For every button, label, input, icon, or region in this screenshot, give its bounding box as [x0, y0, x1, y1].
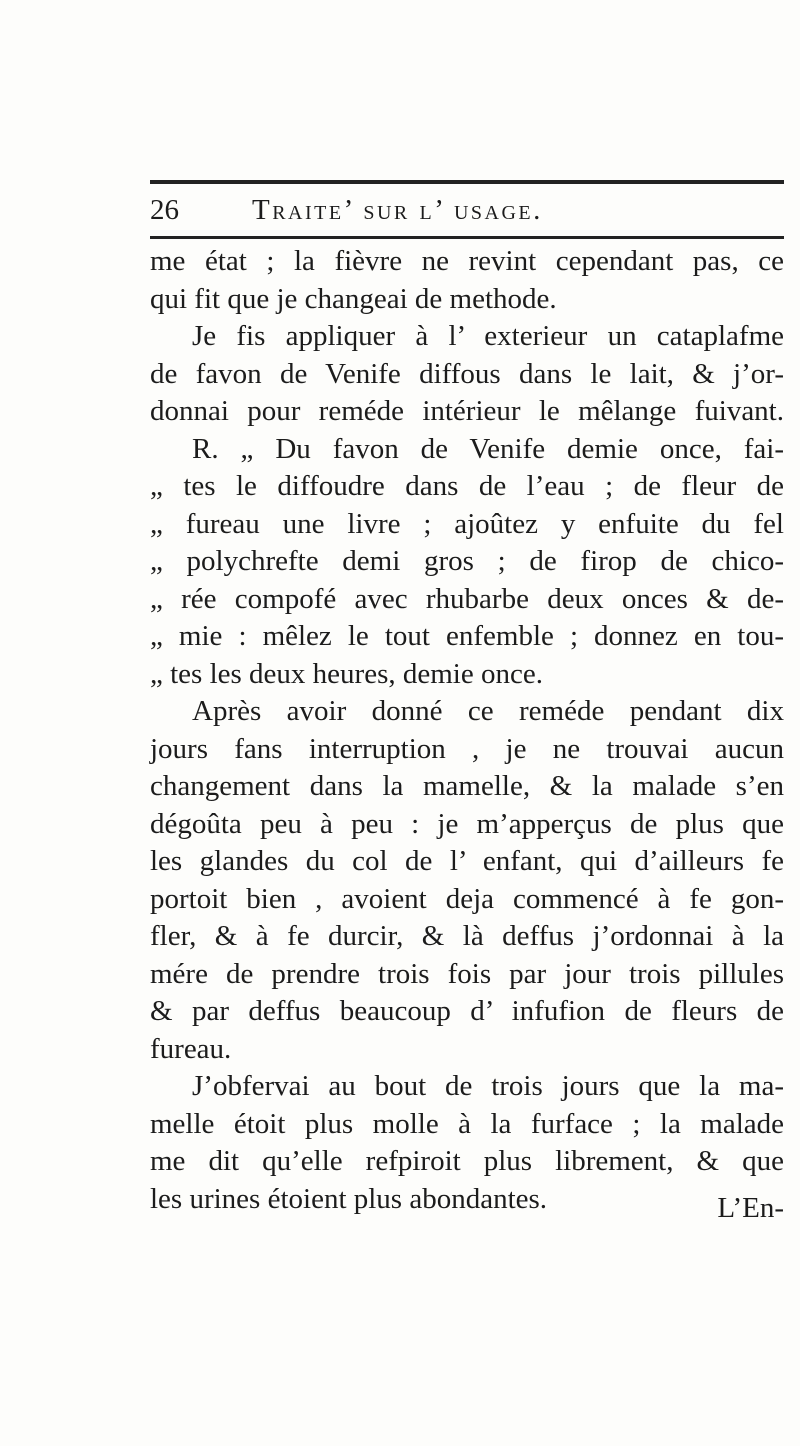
- text-line: „ fureau une livre ; ajoûtez y enfuite du fel: [150, 507, 784, 540]
- text-line: „ polychrefte demi gros ; de firop de chico-: [150, 545, 784, 577]
- catchword: L’En-: [717, 1192, 784, 1224]
- text-line: de favon de Venife diffous dans le lait, & j’or-: [150, 357, 784, 390]
- text-line: R. „ Du favon de Venife demie once, fai-: [192, 432, 784, 465]
- text-line: dégoûta peu à peu : je m’apperçus de plus que: [150, 807, 784, 840]
- text-line: Après avoir donné ce reméde pendant dix: [192, 695, 784, 727]
- text-line: les glandes du col de l’ enfant, qui d’ailleurs fe: [150, 845, 784, 877]
- text-line: „ rée compofé avec rhubarbe deux onces & de-: [150, 582, 784, 615]
- text-line: portoit bien , avoient deja commencé à fe gon-: [150, 882, 784, 915]
- text-line: qui fit que je changeai de methode.: [150, 282, 557, 315]
- text-line: changement dans la mamelle, & la malade s’en: [150, 770, 784, 802]
- text-line: mére de prendre trois fois par jour trois pillules: [150, 957, 784, 990]
- head-rule: [150, 236, 784, 239]
- text-line: donnai pour reméde intérieur le mêlange fuivant.: [150, 395, 784, 427]
- text-line: melle étoit plus molle à la furface ; la malade: [150, 1107, 784, 1140]
- running-head: [150, 188, 784, 232]
- text-line: & par deffus beaucoup d’ infufion de fleurs de: [150, 995, 784, 1027]
- text-line: les urines étoient plus abondantes.: [150, 1182, 548, 1215]
- text-line: „ mie : mêlez le tout enfemble ; donnez en tou-: [150, 620, 784, 652]
- text-line: fler, & à fe durcir, & là deffus j’ordonnai à la: [150, 920, 784, 952]
- text-line: fureau.: [150, 1032, 232, 1065]
- top-rule: [150, 180, 784, 184]
- running-title: Traite’ sur l’ usage.: [252, 194, 543, 226]
- text-line: me dit qu’elle refpiroit plus librement, & que: [150, 1145, 784, 1177]
- text-line: Je fis appliquer à l’ exterieur un cataplafme: [192, 320, 784, 352]
- text-line: me état ; la fièvre ne revint cependant pas, ce: [150, 245, 784, 277]
- text-line: „ tes les deux heures, demie once.: [150, 657, 543, 690]
- body-text: [150, 243, 784, 1218]
- text-line: J’obfervai au bout de trois jours que la ma-: [192, 1070, 784, 1102]
- page-number: 26: [150, 194, 179, 226]
- text-line: jours fans interruption , je ne trouvai aucun: [150, 732, 784, 765]
- text-line: „ tes le diffoudre dans de l’eau ; de fleur de: [150, 470, 784, 502]
